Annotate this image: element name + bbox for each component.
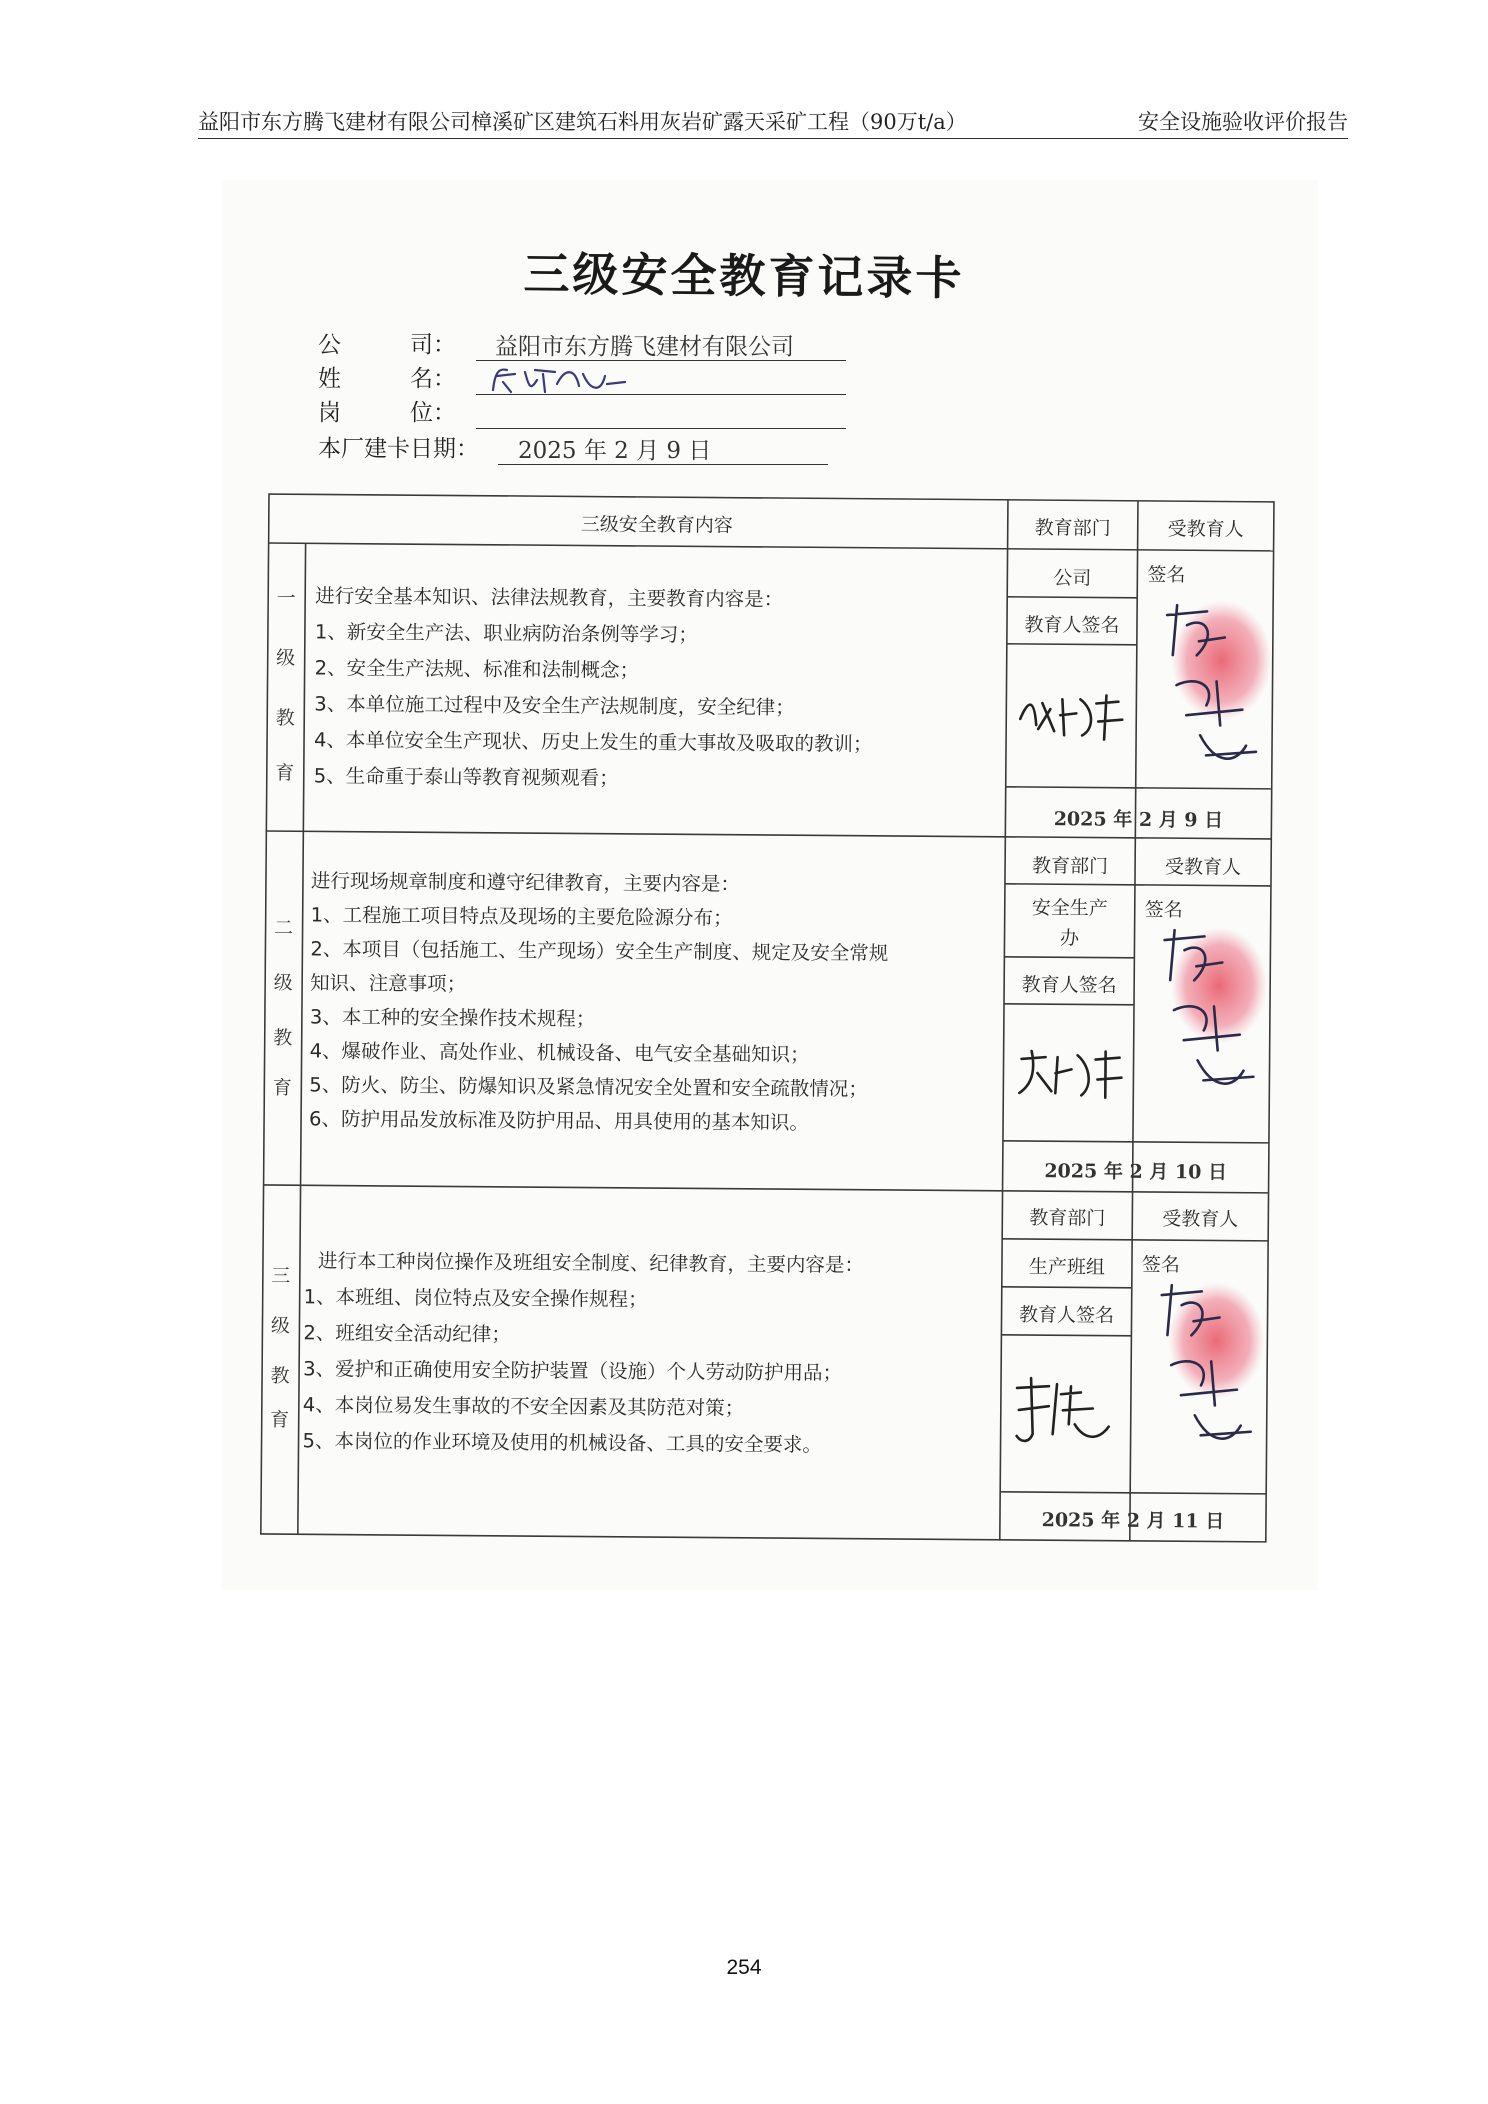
level2-dept-header: 教育部门 [1031,855,1109,878]
level3-educator-sign-label: 教育人签名 [1018,1303,1115,1327]
level2-content-line: 3、本工种的安全操作技术规程； [309,1005,596,1031]
trainee-signature [1146,585,1268,786]
level1-date: 2025 年 2 月 9 日 [1053,808,1224,832]
level1-char: 级 [276,647,296,670]
header-trainee: 受教育人 [1167,518,1244,541]
level2-content-line: 知识、注意事项； [310,971,467,996]
name-label: 姓 名： [318,366,456,392]
educator-signature [1014,669,1131,750]
level3-trainee-header: 受教育人 [1162,1208,1239,1231]
running-header [198,104,1348,139]
level2-dept-line1: 安全生产 [1031,897,1108,920]
header-report-type: 安全设施验收评价报告 [1138,110,1348,134]
level1-content-line: 4、本单位安全生产现状、历史上发生的重大事故及吸取的教训； [313,728,873,756]
post-label: 岗 位： [318,400,456,426]
name-handwriting [485,362,635,396]
level1-content-line: 5、生命重于泰山等教育视频观看； [313,764,619,790]
educator-signature [1008,1364,1125,1455]
level3-dept: 生产班组 [1028,1256,1106,1279]
level3-char: 级 [270,1315,291,1338]
card-date-value: 2025 年 2 月 9 日 [518,438,712,464]
level2-date: 2025 年 2 月 10 日 [1044,1160,1228,1184]
level2-sign-label: 签名 [1144,898,1183,922]
level1-content-line: 1、新安全生产法、职业病防治条例等学习； [314,620,698,647]
level3-char: 三 [271,1265,291,1288]
level2-content-line: 4、爆破作业、高处作业、机械设备、电气安全基础知识； [309,1039,810,1067]
level1-content-line: 3、本单位施工过程中及安全生产法规制度，安全纪律； [314,692,795,720]
page-number: 254 [726,1956,762,1979]
level2-content-line: 进行现场规章制度和遵守纪律教育，主要内容是： [310,869,741,896]
company-label: 公 司： [318,332,456,358]
post-underline [476,428,846,429]
level1-char: 教 [275,707,295,730]
company-underline [476,360,846,361]
trainee-signature [1140,1265,1262,1466]
level3-content-line: 2、班组安全活动纪律； [303,1321,511,1346]
level1-content-line: 2、安全生产法规、标准和法制概念； [314,656,640,682]
level2-content-line: 6、防护用品发放标准及防护用品、用具使用的基本知识。 [308,1107,810,1135]
level1-content-line: 进行安全基本知识、法律法规教育，主要教育内容是： [315,584,784,612]
level2-dept-line2: 办 [1059,927,1080,950]
level3-content-line: 3、爱护和正确使用安全防护装置（设施）个人劳动防护用品； [303,1357,843,1385]
header-project-title: 益阳市东方腾飞建材有限公司樟溪矿区建筑石料用灰岩矿露天采矿工程（90万t/a） [198,110,967,134]
level2-content-line: 2、本项目（包括施工、生产现场）安全生产制度、规定及安全常规 [310,937,889,965]
level2-char: 育 [272,1077,292,1100]
level2-char: 级 [273,972,293,995]
educator-signature [1011,1029,1128,1110]
header-education-content: 三级安全教育内容 [580,513,733,537]
level3-content-line: 1、本班组、岗位特点及安全操作规程； [303,1285,648,1312]
level3-char: 育 [270,1409,290,1432]
level2-content-line: 5、防火、防尘、防爆知识及紧急情况安全处置和安全疏散情况； [309,1073,868,1101]
level2-char: 教 [273,1027,293,1050]
card-title: 三级安全教育记录卡 [523,246,965,306]
level3-content-line: 进行本工种岗位操作及班组安全制度、纪律教育，主要内容是： [317,1249,865,1277]
level3-sign-label: 签名 [1141,1253,1181,1277]
header-education-dept: 教育部门 [1034,517,1111,540]
level3-dept-header: 教育部门 [1029,1207,1106,1230]
date-underline [498,464,828,465]
level3-content-line: 4、本岗位易发生事故的不安全因素及其防范对策； [302,1393,745,1420]
level1-char: 一 [276,587,296,610]
education-record-table [260,493,1278,1546]
level3-char: 教 [270,1365,290,1388]
company-value: 益阳市东方腾飞建材有限公司 [495,334,794,360]
level2-content-line: 1、工程施工项目特点及现场的主要危险源分布； [310,903,733,930]
level2-trainee-header: 受教育人 [1164,856,1242,879]
level3-date: 2025 年 2 月 11 日 [1041,1509,1225,1533]
level2-char: 二 [273,917,294,940]
level1-educator-sign-label: 教育人签名 [1024,613,1120,637]
date-label: 本厂建卡日期： [318,436,479,462]
trainee-signature [1143,910,1265,1111]
level1-char: 育 [275,762,295,785]
level2-educator-sign-label: 教育人签名 [1021,973,1117,997]
level1-sign-label: 签名 [1147,563,1186,587]
level3-content-line: 5、本岗位的作业环境及使用的机械设备、工具的安全要求。 [302,1429,823,1457]
level1-dept: 公司 [1053,567,1092,590]
